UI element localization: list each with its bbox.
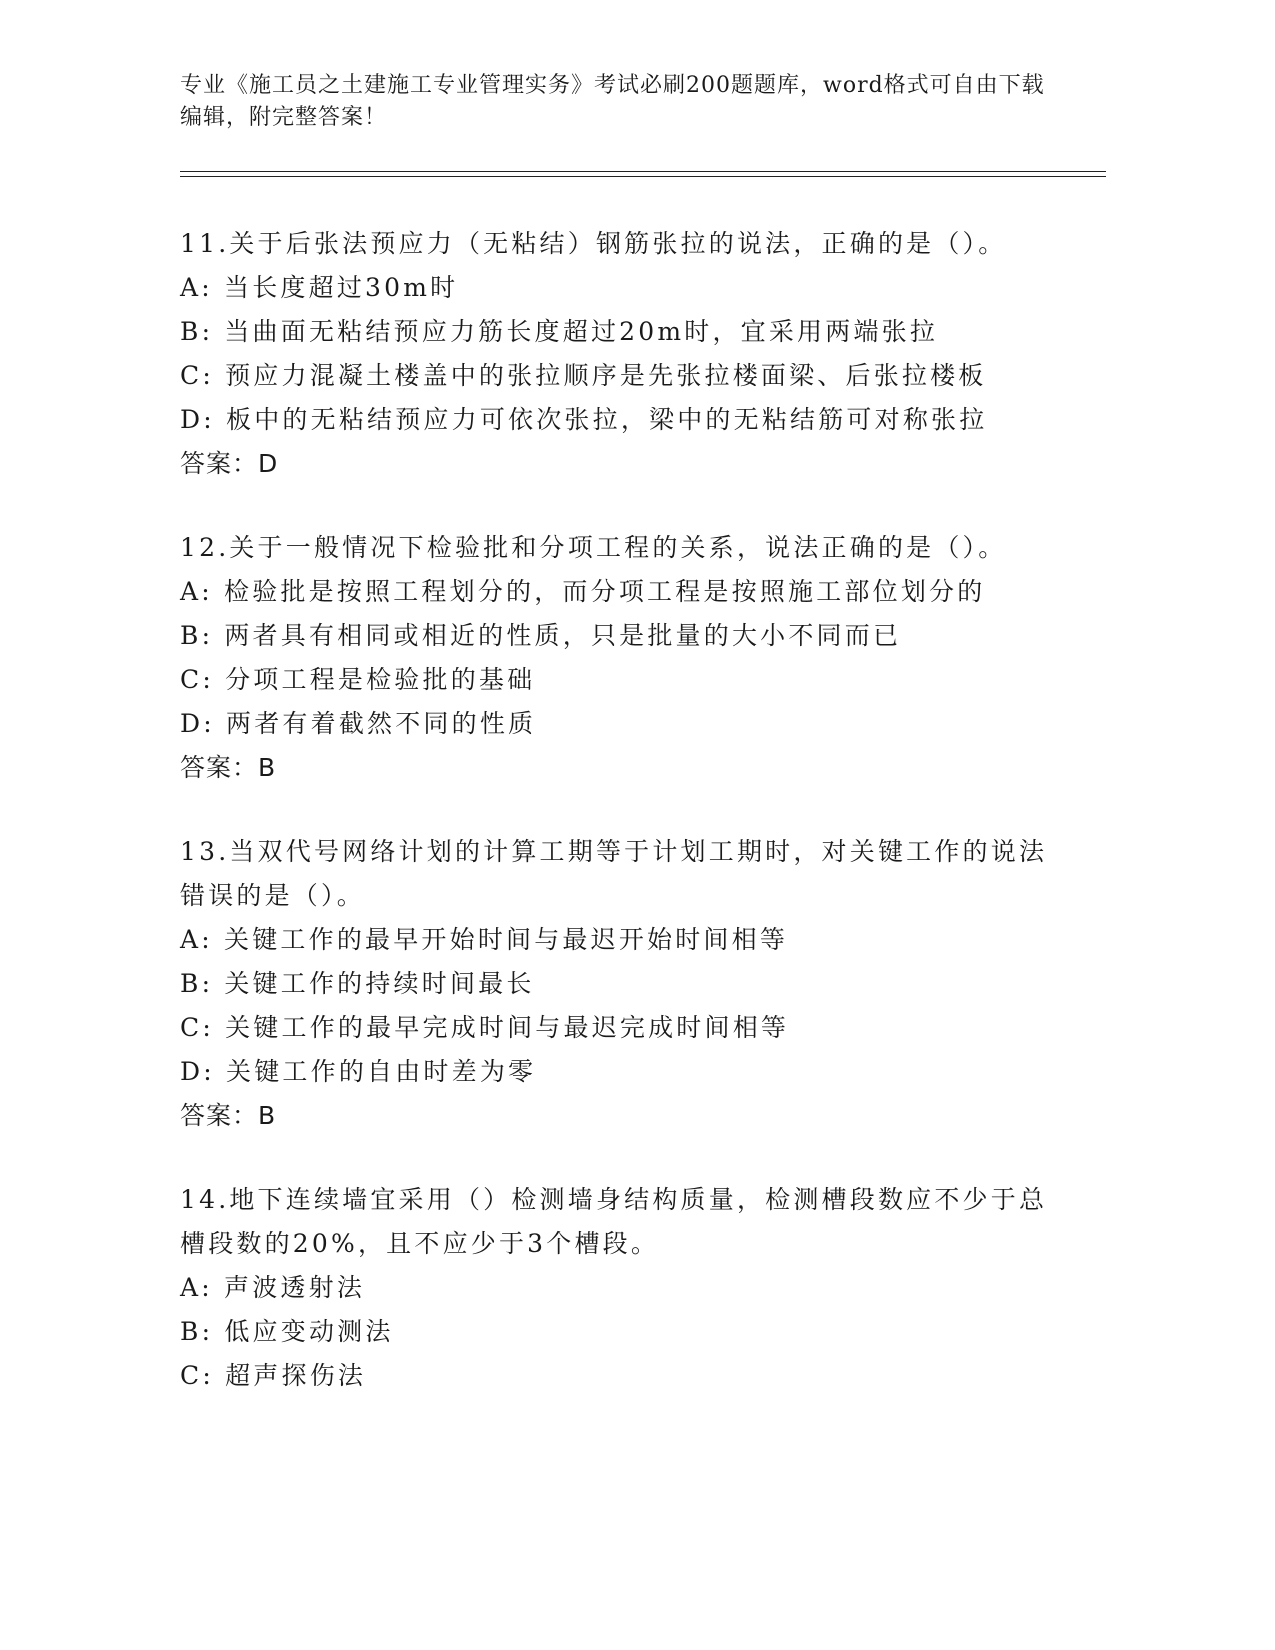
- question-stem: 13.当双代号网络计划的计算工期等于计划工期时，对关键工作的说法错误的是（）。: [180, 837, 1048, 910]
- option-b: B: 低应变动测法: [180, 1317, 394, 1346]
- header-divider-top: [180, 171, 1106, 172]
- option-d: D: 关键工作的自由时差为零: [180, 1057, 537, 1086]
- question-stem: 11.关于后张法预应力（无粘结）钢筋张拉的说法，正确的是（）。: [180, 229, 1007, 258]
- option-c: C: 超声探伤法: [180, 1361, 367, 1390]
- document-header: 专业《施工员之土建施工专业管理实务》考试必刷200题题库，word格式可自由下载编辑，附完整答案！: [180, 73, 1045, 130]
- question-12: [180, 526, 1060, 790]
- option-b: B: 两者具有相同或相近的性质，只是批量的大小不同而已: [180, 621, 902, 650]
- answer: 答案：B: [180, 753, 277, 782]
- option-c: C: 关键工作的最早完成时间与最迟完成时间相等: [180, 1013, 790, 1042]
- answer: 答案：B: [180, 1101, 277, 1130]
- option-d: D: 板中的无粘结预应力可依次张拉，梁中的无粘结筋可对称张拉: [180, 405, 988, 434]
- option-b: B: 关键工作的持续时间最长: [180, 969, 535, 998]
- option-a: A: 检验批是按照工程划分的，而分项工程是按照施工部位划分的: [180, 577, 986, 606]
- option-a: A: 当长度超过30m时: [180, 273, 459, 302]
- option-a: A: 声波透射法: [180, 1273, 366, 1302]
- answer: 答案：D: [180, 449, 279, 478]
- question-stem: 14.地下连续墙宜采用（）检测墙身结构质量，检测槽段数应不少于总槽段数的20%，且不应少于3个槽段。: [180, 1185, 1048, 1258]
- option-a: A: 关键工作的最早开始时间与最迟开始时间相等: [180, 925, 789, 954]
- question-14: [180, 1178, 1060, 1398]
- question-13: [180, 830, 1060, 1138]
- option-c: C: 预应力混凝土楼盖中的张拉顺序是先张拉楼面梁、后张拉楼板: [180, 361, 987, 390]
- question-stem: 12.关于一般情况下检验批和分项工程的关系，说法正确的是（）。: [180, 533, 1007, 562]
- header-divider-bottom: [180, 176, 1106, 177]
- question-11: [180, 222, 1060, 486]
- option-d: D: 两者有着截然不同的性质: [180, 709, 537, 738]
- option-b: B: 当曲面无粘结预应力筋长度超过20m时，宜采用两端张拉: [180, 317, 939, 346]
- question-list: [180, 222, 1060, 1438]
- option-c: C: 分项工程是检验批的基础: [180, 665, 536, 694]
